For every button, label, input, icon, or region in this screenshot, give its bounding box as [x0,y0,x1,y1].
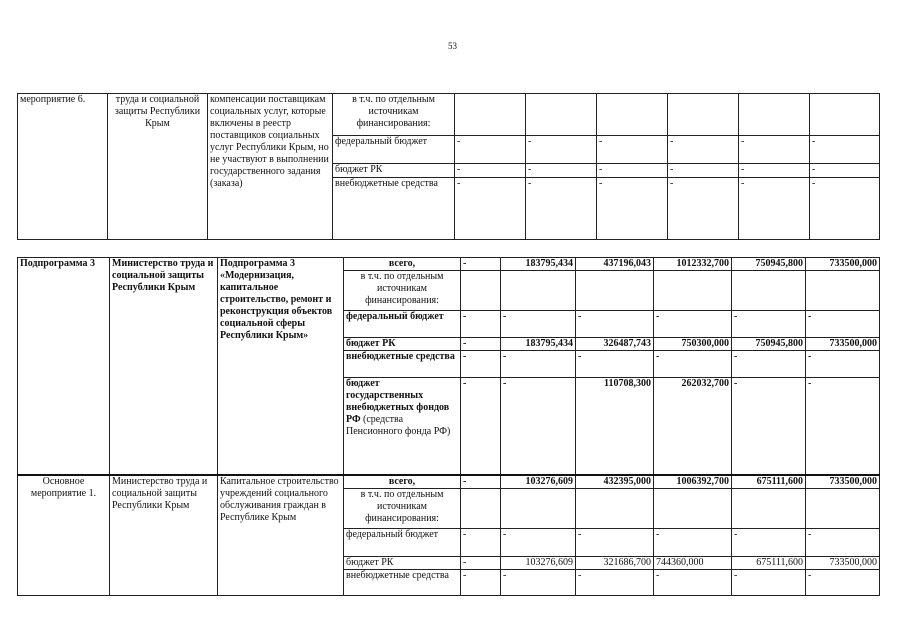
value-cell [654,488,732,528]
value-cell: 110708,300 [576,378,654,475]
description-cell: Капитальное строительство учреждений социального обслуживания граждан в Республике Крым [218,475,344,596]
value-cell: 750945,800 [732,258,806,271]
value-cell: - [597,164,668,178]
value-cell: - [501,528,576,556]
value-cell: - [461,351,501,378]
source-cell: федеральный бюджет [344,311,461,338]
value-cell: 733500,000 [806,338,880,351]
value-cell: - [732,378,806,475]
description-cell: компенсации поставщикам социальных услуг, которые включены в реестр поставщиков социальных услуг Республики Крым, но не участвуют в выполнении государственного задания (заказа) [208,94,333,240]
value-cell [597,94,668,136]
value-cell: 262032,700 [654,378,732,475]
value-cell [455,94,526,136]
value-cell: - [455,136,526,164]
value-cell: - [461,556,501,569]
source-cell: внебюджетные средства [344,569,461,595]
value-cell: - [739,178,810,240]
value-cell: - [654,569,732,595]
source-cell: всего, [344,258,461,271]
source-cell: бюджет РК [344,338,461,351]
source-cell: бюджет РК [333,164,455,178]
value-cell: - [668,136,739,164]
value-cell: 103276,609 [501,475,576,489]
value-cell: - [806,569,880,595]
value-cell: - [810,164,880,178]
value-cell [668,94,739,136]
source-cell: в т.ч. по отдельным источникам финансирования: [344,488,461,528]
value-cell: - [461,311,501,338]
value-cell: - [597,178,668,240]
value-cell: - [461,528,501,556]
value-cell: - [597,136,668,164]
value-cell [576,271,654,311]
value-cell: - [526,178,597,240]
value-cell: - [732,311,806,338]
subprogram-label: Подпрограмма 3 [18,258,110,475]
value-cell: 1012332,700 [654,258,732,271]
value-cell [461,488,501,528]
value-cell: - [668,164,739,178]
value-cell: - [806,528,880,556]
responsible-cell: Министерство труда и социальной защиты Республики Крым [110,475,218,596]
value-cell: - [461,569,501,595]
value-cell: - [461,258,501,271]
value-cell: - [576,528,654,556]
value-cell [732,271,806,311]
value-cell: 183795,434 [501,258,576,271]
value-cell: - [732,351,806,378]
source-cell: в т.ч. по отдельным источникам финансирования: [344,271,461,311]
value-cell [732,488,806,528]
value-cell [810,94,880,136]
source-cell: федеральный бюджет [344,528,461,556]
value-cell [654,271,732,311]
value-cell: - [576,351,654,378]
value-cell [576,488,654,528]
source-cell: всего, [344,475,461,489]
value-cell: 321686,700 [576,556,654,569]
value-cell: 437196,043 [576,258,654,271]
value-cell: 326487,743 [576,338,654,351]
value-cell: - [806,378,880,475]
value-cell: - [806,311,880,338]
value-cell: 1006392,700 [654,475,732,489]
table-subprogram-3 [17,257,880,596]
source-cell: внебюджетные средства [344,351,461,378]
value-cell [526,94,597,136]
value-cell: 733500,000 [806,556,880,569]
value-cell: - [461,378,501,475]
value-cell: 675111,600 [732,556,806,569]
value-cell: - [739,136,810,164]
value-cell: - [654,351,732,378]
value-cell: - [654,528,732,556]
value-cell: - [739,164,810,178]
value-cell: 183795,434 [501,338,576,351]
page-number: 53 [448,41,457,51]
source-cell: бюджет РК [344,556,461,569]
responsible-cell: Министерство труда и социальной защиты Республики Крым [110,258,218,475]
value-cell: 750945,800 [732,338,806,351]
value-cell: - [732,569,806,595]
value-cell [739,94,810,136]
value-cell [461,271,501,311]
value-cell: 744360,000 [654,556,732,569]
value-cell: - [461,338,501,351]
source-bold-text: бюджет государственных внебюджетных фондов РФ [346,378,450,425]
description-cell: Подпрограмма 3 «Модернизация, капитальное строительство, ремонт и реконструкция объектов социальной сферы Республики Крым» [218,258,344,475]
value-cell: - [526,164,597,178]
value-cell: 675111,600 [732,475,806,489]
source-note-text: (средства Пенсионного фонда РФ) [346,414,451,437]
value-cell [501,271,576,311]
value-cell: - [501,351,576,378]
measure-label: мероприятие 6. [18,94,108,240]
source-cell: федеральный бюджет [333,136,455,164]
value-cell: - [732,528,806,556]
value-cell [806,488,880,528]
value-cell: - [526,136,597,164]
value-cell: 103276,609 [501,556,576,569]
value-cell [501,488,576,528]
main-measure-label: Основное мероприятие 1. [18,475,110,596]
value-cell: 432395,000 [576,475,654,489]
value-cell: - [461,475,501,489]
value-cell: - [806,351,880,378]
value-cell: - [455,178,526,240]
table-measure-6 [17,93,880,240]
value-cell: - [576,569,654,595]
value-cell: - [810,178,880,240]
value-cell: - [501,311,576,338]
responsible-cell: труда и социальной защиты Республики Крым [108,94,208,240]
value-cell: - [654,311,732,338]
value-cell [806,271,880,311]
source-cell [344,378,461,475]
value-cell: - [668,178,739,240]
source-cell: в т.ч. по отдельным источникам финансирования: [333,94,455,136]
value-cell: 733500,000 [806,258,880,271]
value-cell: 750300,000 [654,338,732,351]
value-cell: 733500,000 [806,475,880,489]
value-cell: - [576,311,654,338]
value-cell: - [501,378,576,475]
value-cell: - [455,164,526,178]
value-cell: - [810,136,880,164]
value-cell: - [501,569,576,595]
source-cell: внебюджетные средства [333,178,455,240]
